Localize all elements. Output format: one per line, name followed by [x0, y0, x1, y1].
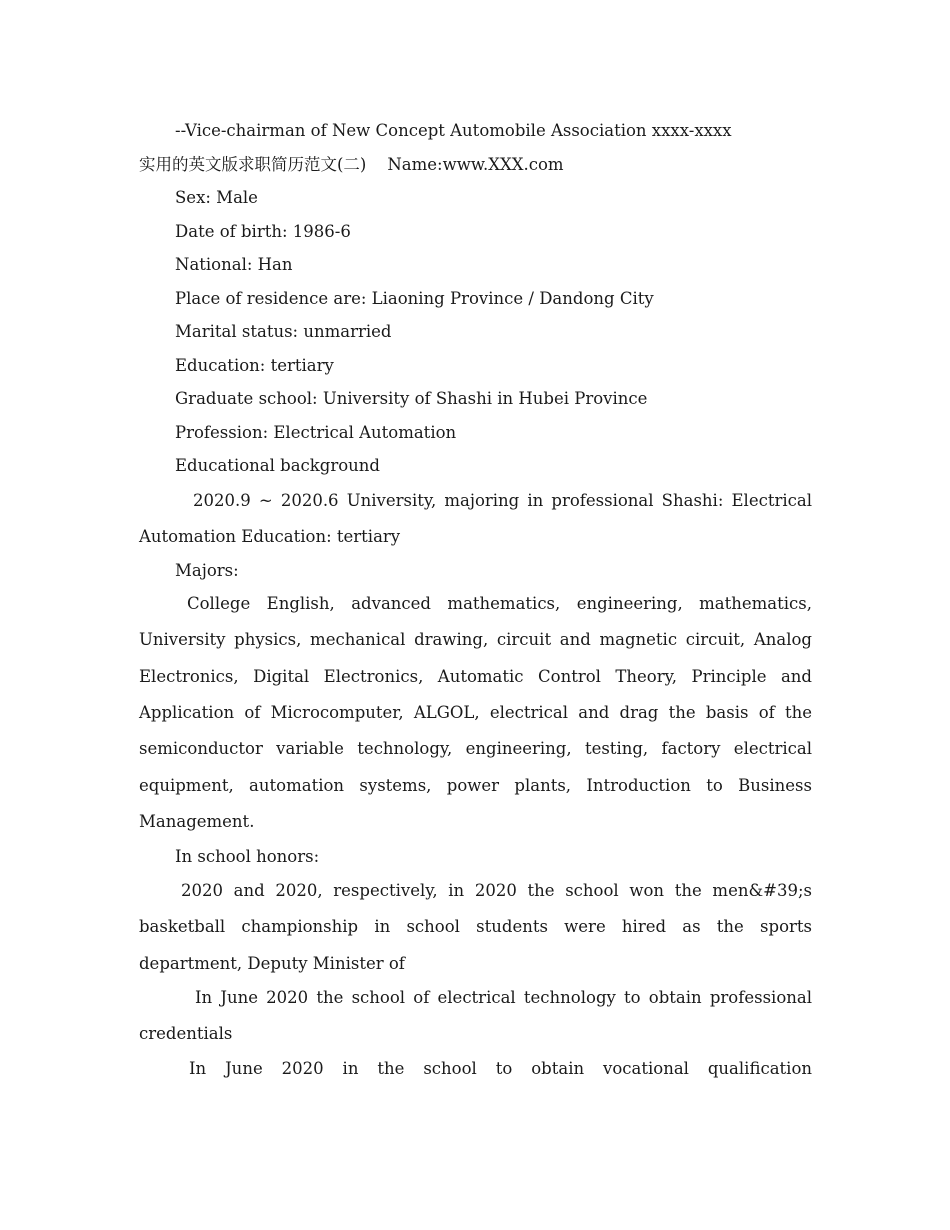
name-field: Name:www.XXX.com: [387, 154, 564, 174]
marital-status-field: Marital status: unmarried: [175, 322, 392, 341]
education-field: Education: tertiary: [175, 355, 334, 375]
honors-label: In school honors:: [175, 847, 320, 867]
honors-paragraph: 2020 and 2020, respectively, in 2020 the school won the men&#39;s basketball championship in school students were hired as the sports department, Deputy Minister of: [139, 881, 812, 973]
sex-field: Sex: Male: [175, 188, 258, 207]
profession-field: Profession: Electrical Automation: [175, 422, 457, 442]
majors-paragraph: College English, advanced mathematics, engineering, mathematics, University physics, mechanical drawing, circuit and magnetic circuit, Analog Electronics, Digital Electronics, Automatic Control Theory, Principle and Application of Microcomputer, ALGOL, electrical and drag the basis of the semiconductor variable technology, engineering, testing, factory electrical equipment, automation systems, power plants, Introduction to Business Management.: [139, 594, 812, 831]
resume-heading-cn: 实用的英文版求职简历范文(二): [139, 154, 367, 174]
education-period-paragraph: 2020.9 ~ 2020.6 University, majoring in professional Shashi: Electrical Automation Education: tertiary: [139, 490, 812, 546]
vice-chairman-line: --Vice-chairman of New Concept Automobile Association xxxx-xxxx: [175, 121, 732, 140]
resume-content: [139, 114, 812, 1087]
credentials-paragraph: In June 2020 the school of electrical technology to obtain professional credentials: [139, 988, 812, 1044]
residence-field: Place of residence are: Liaoning Province / Dandong City: [175, 288, 654, 308]
heading-line: [139, 148, 812, 182]
educational-background-label: Educational background: [175, 456, 380, 475]
vocational-paragraph: In June 2020 in the school to obtain vocational qualification: [189, 1058, 812, 1078]
national-field: National: Han: [175, 255, 293, 274]
graduate-school-field: Graduate school: University of Shashi in Hubei Province: [175, 389, 648, 408]
majors-label: Majors:: [175, 561, 239, 581]
date-of-birth-field: Date of birth: 1986-6: [175, 221, 351, 241]
